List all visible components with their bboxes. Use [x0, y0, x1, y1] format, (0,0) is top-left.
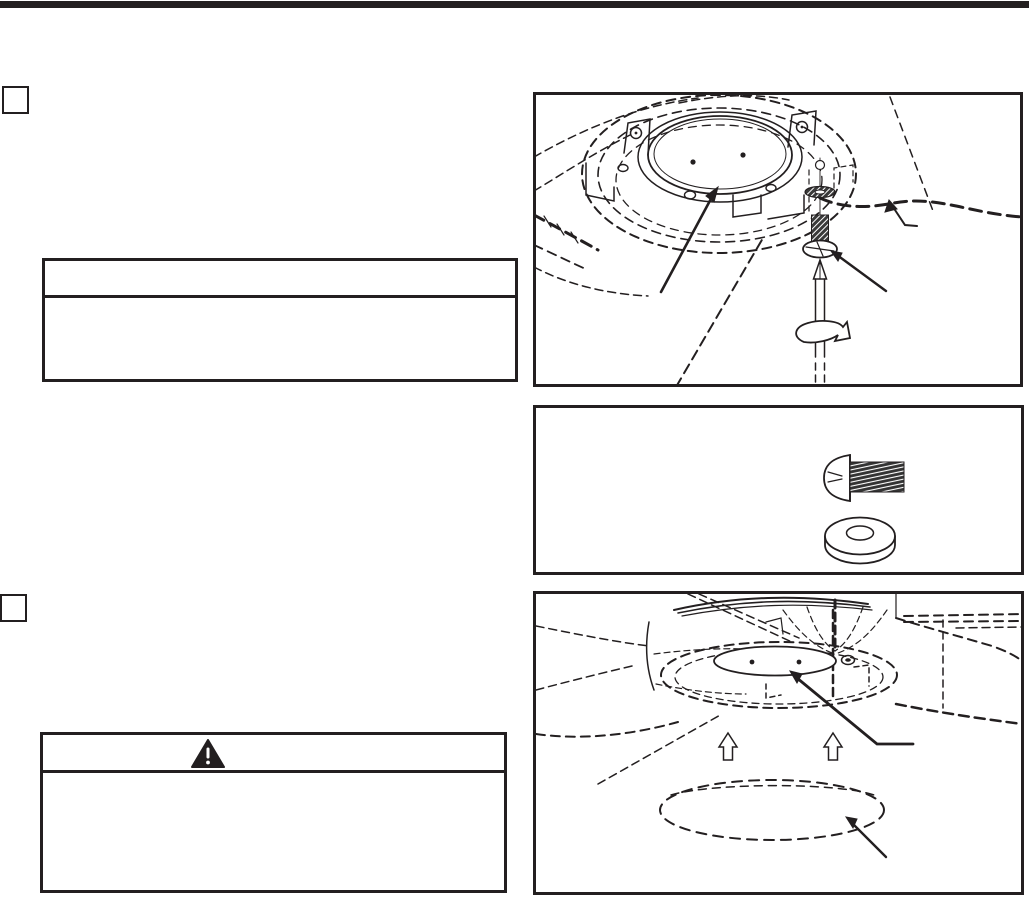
motor-housing-and-downrod [674, 594, 896, 654]
fan-blades-dashed-outline [536, 96, 1020, 384]
warning-box-body [43, 773, 504, 888]
warning-header-text [233, 735, 504, 743]
callout-arrows [661, 187, 917, 292]
pilot-hole [816, 161, 825, 170]
note-body-text [45, 298, 515, 306]
step-number-box-2 [0, 594, 27, 622]
note-box [42, 258, 518, 382]
fan-hub [661, 642, 897, 708]
warning-body-text [43, 773, 504, 781]
screwdriver [796, 260, 850, 382]
cover-plate-installation-figure [536, 594, 1021, 892]
screw-threads [850, 462, 904, 492]
step-number-box-1 [2, 86, 29, 114]
warning-triangle-icon [191, 739, 225, 769]
upward-motion-arrows [719, 733, 842, 760]
note-header-text [45, 261, 515, 269]
truss-head-screw [824, 455, 904, 501]
blade-mounting-screw-assembly [803, 158, 853, 258]
figure-2-panel [533, 405, 1024, 575]
warning-box-header [43, 735, 504, 773]
note-box-body [45, 298, 515, 379]
fan-blade-hub-screw-installation-figure [536, 95, 1020, 384]
cover-plate-dashed-outline [660, 780, 884, 840]
rotation-arrow-icon [796, 321, 850, 343]
note-box-header [45, 261, 515, 298]
figure-3-panel [533, 591, 1024, 895]
page-top-rule [0, 1, 1029, 8]
callout-arrows [790, 671, 913, 857]
fan-blades-dashed-outline [536, 610, 1021, 784]
flat-washer [825, 518, 895, 564]
warning-box [40, 732, 507, 893]
screw-and-washer-hardware-figure [536, 408, 1021, 572]
figure-1-panel [533, 92, 1023, 387]
